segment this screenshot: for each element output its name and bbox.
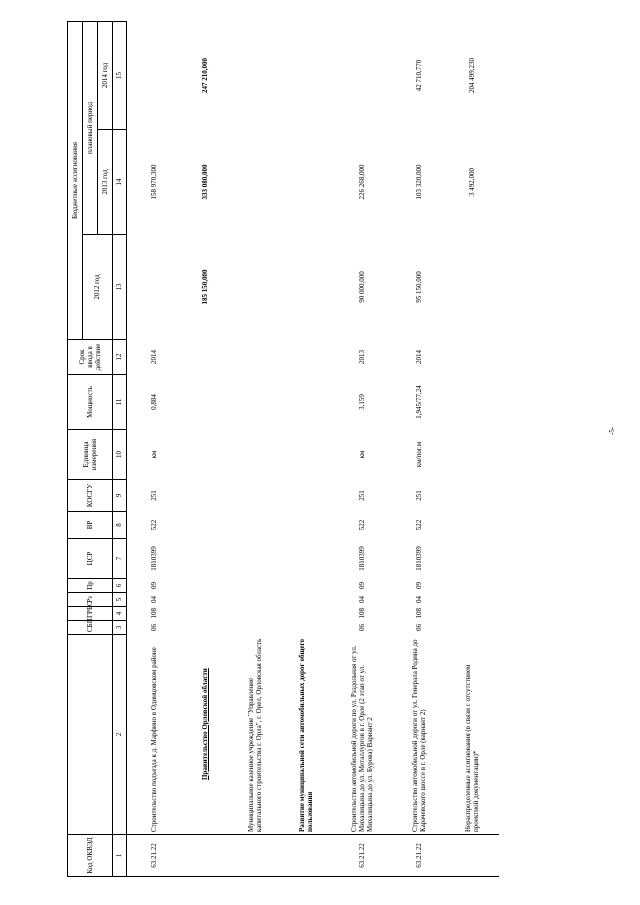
y2012-cell (445, 235, 499, 340)
unit-cell (181, 430, 229, 480)
csr-cell (445, 539, 499, 579)
vr-cell: 522 (357, 519, 366, 531)
name-cell: Строительство автомобильной дороги от ул. Генерала Родина до Карачевского шоссе в г. Орле (вариант 2) (410, 639, 427, 832)
column-numbers-row (113, 22, 127, 877)
y2014-cell (127, 22, 182, 130)
unit-cell (281, 430, 331, 480)
column-number: 8 (113, 512, 127, 539)
pr-cell: 09 (357, 582, 366, 589)
pr-cell (281, 579, 331, 593)
y2012-cell: 185 150,000 (200, 269, 209, 305)
column-number: 5 (113, 593, 127, 607)
sbp-cell: 06 (414, 624, 423, 631)
grbs-cell (445, 607, 499, 621)
csr-cell (281, 539, 331, 579)
term-cell (281, 340, 331, 375)
unit-cell (445, 430, 499, 480)
grbs-cell (281, 607, 331, 621)
sbp-cell (229, 621, 281, 635)
y2012-cell (127, 235, 182, 340)
y2014-cell (229, 22, 281, 130)
header-2014: 2014 год (98, 22, 113, 130)
name-cell: Муниципальное казенное учреждение "Управление капитального строительства г. Орла", г. Орел, Орловская область (246, 638, 263, 832)
term-cell: 2014 (149, 350, 158, 364)
okved-cell: 63.21.22 (331, 835, 393, 877)
column-number: 15 (113, 22, 127, 130)
column-number: 14 (113, 130, 127, 235)
column-number: 4 (113, 607, 127, 621)
rz-cell: 04 (414, 596, 423, 603)
kosgu-cell: 251 (357, 490, 366, 501)
name-cell: Нераспределенные ассигнования (в связи с отсутствием проектной документации)* (463, 664, 480, 832)
okved-cell (445, 835, 499, 877)
header-okved: Код ОКВЭД (68, 835, 113, 877)
y2013-cell: 103 320,000 (414, 164, 423, 200)
okved-cell (229, 835, 281, 877)
grbs-cell: 108 (149, 608, 158, 619)
header-planned: плановый период (83, 22, 98, 235)
y2013-cell: 158 970,300 (149, 164, 158, 200)
pr-cell (229, 579, 281, 593)
grbs-cell (181, 607, 229, 621)
header-name (68, 635, 113, 835)
term-cell: 2014 (414, 350, 423, 364)
table-row (127, 22, 182, 877)
unit-cell: км/пог.м (414, 441, 423, 468)
column-number: 7 (113, 539, 127, 579)
name-cell: Строительство автомобильной дороги по ул. Раздольная от ул. Михалицына до ул. Металлургов в г. Орле (2 этап от ул. Михалицына до ул. Бурова) Вариант 2 (349, 645, 375, 832)
header-grbs: ГРБС (68, 607, 113, 621)
header-pr: Пр (68, 579, 113, 593)
vr-cell (281, 512, 331, 539)
header-term: Срок ввода в действие (68, 340, 113, 375)
page-number: -5- (608, 426, 616, 435)
csr-cell: 1810399 (414, 546, 423, 571)
power-cell (281, 375, 331, 430)
y2014-cell: 42 710,770 (414, 59, 423, 92)
vr-cell (181, 512, 229, 539)
kosgu-cell (229, 480, 281, 512)
vr-cell (445, 512, 499, 539)
y2013-cell (281, 130, 331, 235)
pr-cell (445, 579, 499, 593)
y2012-cell: 90 000,000 (357, 271, 366, 303)
grbs-cell (229, 607, 281, 621)
y2013-cell: 3 492,000 (467, 168, 476, 196)
grbs-cell: 108 (414, 608, 423, 619)
header-power: Мощность (68, 375, 113, 430)
power-cell: 0,884 (149, 394, 158, 410)
pr-cell: 09 (414, 582, 423, 589)
rz-cell: 04 (149, 596, 158, 603)
vr-cell: 522 (414, 519, 423, 531)
y2012-cell: 95 150,000 (414, 271, 423, 303)
sbp-cell (445, 621, 499, 635)
kosgu-cell (445, 480, 499, 512)
table-row (281, 22, 331, 877)
power-cell (445, 375, 499, 430)
y2013-cell: 333 080,000 (200, 164, 209, 200)
unit-cell: км (357, 450, 366, 459)
table-row (445, 22, 499, 877)
okved-cell (181, 835, 229, 877)
y2012-cell (281, 235, 331, 340)
power-cell (181, 375, 229, 430)
kosgu-cell: 251 (149, 490, 158, 501)
term-cell (229, 340, 281, 375)
y2014-cell: 247 210,000 (200, 58, 209, 93)
sbp-cell: 06 (357, 624, 366, 631)
okved-cell: 63.21.22 (127, 835, 182, 877)
header-2013: 2013 год (98, 130, 113, 235)
vr-cell (229, 512, 281, 539)
y2012-cell (229, 235, 281, 340)
power-cell: 1,945/77,24 (414, 385, 423, 419)
name-cell: Строительство подъезда к д. Марфино в Одинцовском районе (149, 647, 158, 832)
csr-cell: 1810399 (149, 546, 158, 571)
csr-cell: 1810399 (357, 546, 366, 571)
column-number: 13 (113, 235, 127, 340)
kosgu-cell (181, 480, 229, 512)
unit-cell: км (149, 450, 158, 459)
budget-table (67, 21, 499, 877)
name-cell: Правительство Орловской области (200, 668, 209, 780)
y2013-cell (229, 130, 281, 235)
kosgu-cell (281, 480, 331, 512)
table-row (181, 22, 229, 877)
y2014-cell (281, 22, 331, 130)
sbp-cell: 06 (149, 624, 158, 631)
vr-cell: 522 (149, 519, 158, 531)
column-number: 6 (113, 579, 127, 593)
okved-cell (281, 835, 331, 877)
csr-cell (229, 539, 281, 579)
column-number: 3 (113, 621, 127, 635)
csr-cell (181, 539, 229, 579)
kosgu-cell: 251 (414, 490, 423, 501)
column-number: 9 (113, 480, 127, 512)
column-number: 10 (113, 430, 127, 480)
unit-cell (229, 430, 281, 480)
power-cell: 3,159 (357, 394, 366, 410)
pr-cell: 09 (149, 582, 158, 589)
column-number: 12 (113, 340, 127, 375)
okved-cell: 63.21.22 (393, 835, 445, 877)
column-number: 1 (113, 835, 127, 877)
header-sbp: СБП (68, 621, 113, 635)
header-kosgu: КОСГУ (68, 480, 113, 512)
name-cell: Развитие муниципальной сети автомобильных дорог общего пользования (297, 639, 314, 832)
grbs-cell: 108 (357, 608, 366, 619)
rz-cell (229, 593, 281, 607)
column-number: 2 (113, 635, 127, 835)
sbp-cell (181, 621, 229, 635)
header-unit: Единица измерения (68, 430, 113, 480)
rz-cell (181, 593, 229, 607)
y2013-cell: 226 268,000 (357, 164, 366, 200)
y2014-cell (331, 22, 393, 130)
term-cell (181, 340, 229, 375)
header-budget: Бюджетные ассигнования (68, 22, 83, 340)
table-row (229, 22, 281, 877)
sbp-cell (281, 621, 331, 635)
column-number: 11 (113, 375, 127, 430)
header-rz: Рз (68, 593, 113, 607)
table-row (393, 22, 445, 877)
header-vr: ВР (68, 512, 113, 539)
pr-cell (181, 579, 229, 593)
header-csr: ЦСР (68, 539, 113, 579)
rz-cell (445, 593, 499, 607)
y2014-cell: 204 499,230 (467, 58, 476, 93)
header-2012: 2012 год (83, 235, 113, 340)
power-cell (229, 375, 281, 430)
rz-cell: 04 (357, 596, 366, 603)
term-cell (445, 340, 499, 375)
rz-cell (281, 593, 331, 607)
table-row (331, 22, 393, 877)
term-cell: 2013 (357, 350, 366, 364)
